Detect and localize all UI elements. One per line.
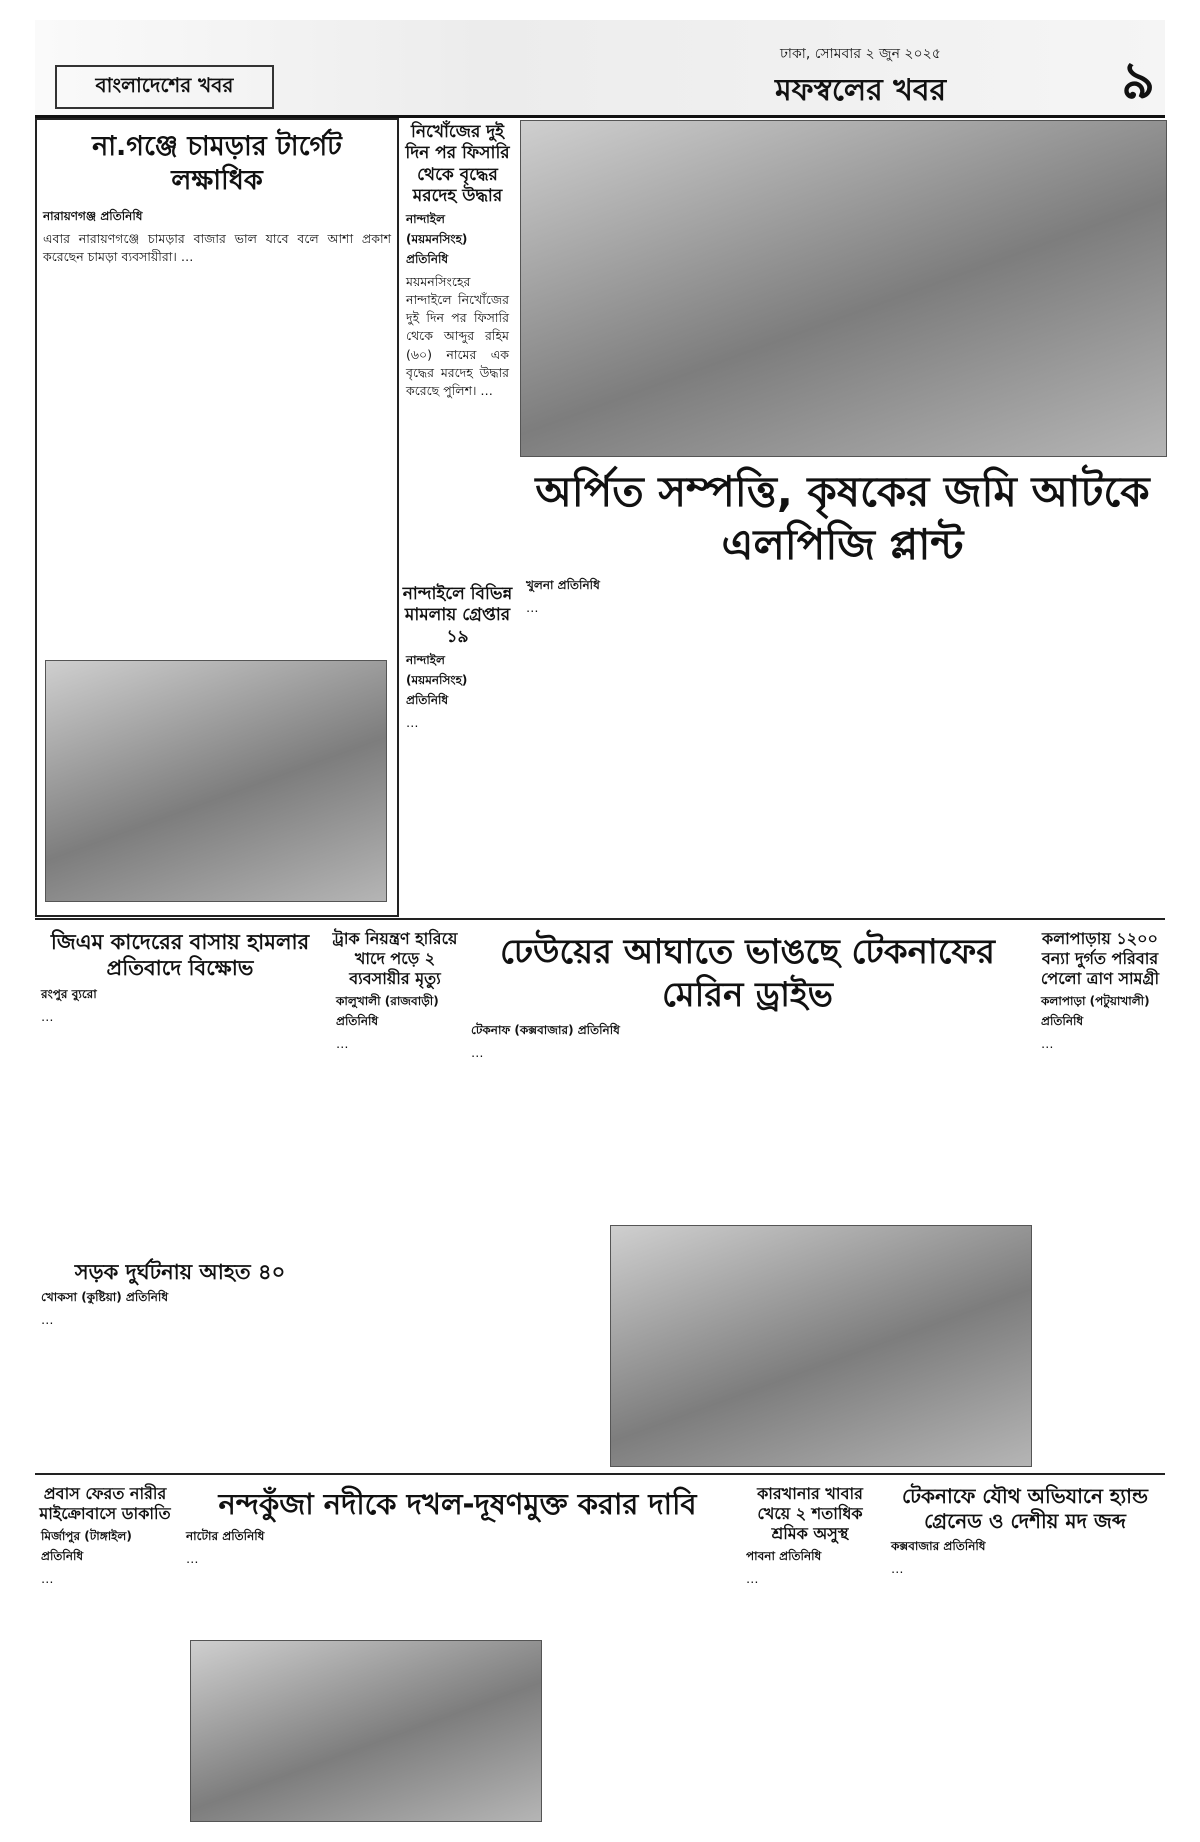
article-byline: খোকসা (কুষ্টিয়া) প্রতিনিধি — [41, 1290, 169, 1305]
article-microbus-robbery — [35, 1480, 175, 1825]
article-teknaf-operation — [885, 1480, 1165, 1825]
article-body: … — [746, 1571, 759, 1586]
article-body: … — [41, 1008, 54, 1024]
page-number: ৯ — [1121, 51, 1155, 111]
article-body: … — [41, 1312, 54, 1328]
river-protest-photo — [190, 1640, 542, 1822]
article-kalapara-relief — [1035, 925, 1165, 1470]
article-byline: নারায়ণগঞ্জ প্রতিনিধি — [43, 208, 143, 223]
article-lpg-plant — [520, 460, 1165, 780]
article-headline: টেকনাফে যৌথ অভিযানে হ্যান্ড গ্রেনেড ও দেশীয় মদ জব্দ — [902, 1484, 1148, 1533]
article-body: … — [471, 1045, 484, 1060]
article-byline: টেকনাফ (কক্সবাজার) প্রতিনিধি — [471, 1023, 620, 1037]
article-byline: কলাপাড়া (পটুয়াখালী) প্রতিনিধি — [1041, 994, 1150, 1028]
cattle-market-photo — [45, 660, 387, 902]
article-body: … — [41, 1571, 54, 1586]
article-headline: ঢেউয়ের আঘাতে ভাঙছে টেকনাফের মেরিন ড্রাইভ — [500, 932, 995, 1015]
article-byline: রংপুর ব্যুরো — [41, 986, 97, 1001]
article-headline: নিখোঁজের দুই দিন পর ফিসারি থেকে বৃদ্ধের মরদেহ উদ্ধার — [405, 122, 510, 206]
article-missing-elderly — [400, 118, 515, 573]
article-gm-quader — [35, 925, 325, 1250]
article-byline: কক্সবাজার প্রতিনিধি — [891, 1539, 986, 1553]
date-line: ঢাকা, সোমবার ২ জুন ২০২৫ — [780, 46, 941, 62]
article-headline: কারখানার খাবার খেয়ে ২ শতাধিক শ্রমিক অসুস্থ — [757, 1484, 863, 1543]
article-byline: কালুখালী (রাজবাড়ী) প্রতিনিধি — [336, 994, 439, 1028]
article-body: এবার নারায়ণগঞ্জে চামড়ার বাজার ভাল যাবে বলে আশা প্রকাশ করেছেন চামড়া ব্যবসায়ীরা। … — [43, 230, 391, 264]
article-headline: সড়ক দুর্ঘটনায় আহত ৪০ — [74, 1260, 286, 1284]
article-byline: নান্দাইল (ময়মনসিংহ) প্রতিনিধি — [406, 652, 468, 707]
article-road-accident — [35, 1255, 325, 1470]
section-label-right: মফস্বলের খবর — [775, 73, 947, 108]
article-body: … — [891, 1561, 904, 1576]
article-headline: নন্দকুঁজা নদীকে দখল-দূষণমুক্ত করার দাবি — [218, 1487, 697, 1521]
article-body: … — [186, 1551, 199, 1567]
article-truck-accident — [330, 925, 460, 1470]
article-byline: নাটোর প্রতিনিধি — [186, 1529, 265, 1544]
masthead — [35, 20, 1165, 118]
article-byline: নান্দাইল (ময়মনসিংহ) প্রতিনিধি — [406, 212, 468, 266]
article-headline: কলাপাড়ায় ১২০০ বন্যা দুর্গত পরিবার পেলো ত্রাণ সামগ্রী — [1040, 929, 1160, 988]
article-byline: পাবনা প্রতিনিধি — [746, 1549, 822, 1563]
article-byline: মির্জাপুর (টাঙ্গাইল) প্রতিনিধি — [41, 1529, 132, 1563]
article-body: ময়মনসিংহের নান্দাইলে নিখোঁজের দুই দিন পর ফিসারি থেকে আব্দুর রহিম (৬০) নামের এক বৃদ্ধের মরদেহ উদ্ধার করেছে পুলিশ। … — [406, 274, 509, 398]
marine-drive-photo — [610, 1225, 1032, 1467]
article-body: … — [336, 1036, 349, 1051]
article-headline: ট্রাক নিয়ন্ত্রণ হারিয়ে খাদে পড়ে ২ ব্যবসায়ীর মৃত্যু — [332, 929, 458, 988]
article-headline: প্রবাস ফেরত নারীর মাইক্রোবাসে ডাকাতি — [39, 1484, 171, 1523]
trees-fence-photo — [520, 120, 1167, 457]
article-body: … — [526, 600, 539, 615]
article-factory-food — [740, 1480, 880, 1825]
divider — [35, 1473, 1165, 1475]
article-headline: নান্দাইলে বিভিন্ন মামলায় গ্রেপ্তার ১৯ — [402, 584, 513, 647]
divider — [35, 918, 1165, 920]
article-headline: জিএম কাদেরের বাসায় হামলার প্রতিবাদে বিক্ষোভ — [50, 930, 310, 981]
article-body: … — [406, 714, 419, 730]
article-headline: না.গঞ্জে চামড়ার টার্গেট লক্ষাধিক — [92, 131, 342, 196]
article-body: … — [1041, 1036, 1054, 1051]
article-byline: খুলনা প্রতিনিধি — [526, 578, 600, 592]
article-headline: অর্পিত সম্পত্তি, কৃষকের জমি আটকে এলপিজি প্লান্ট — [535, 467, 1150, 569]
section-label-left: বাংলাদেশের খবর — [55, 65, 274, 109]
article-nandail-arrests — [400, 580, 515, 910]
